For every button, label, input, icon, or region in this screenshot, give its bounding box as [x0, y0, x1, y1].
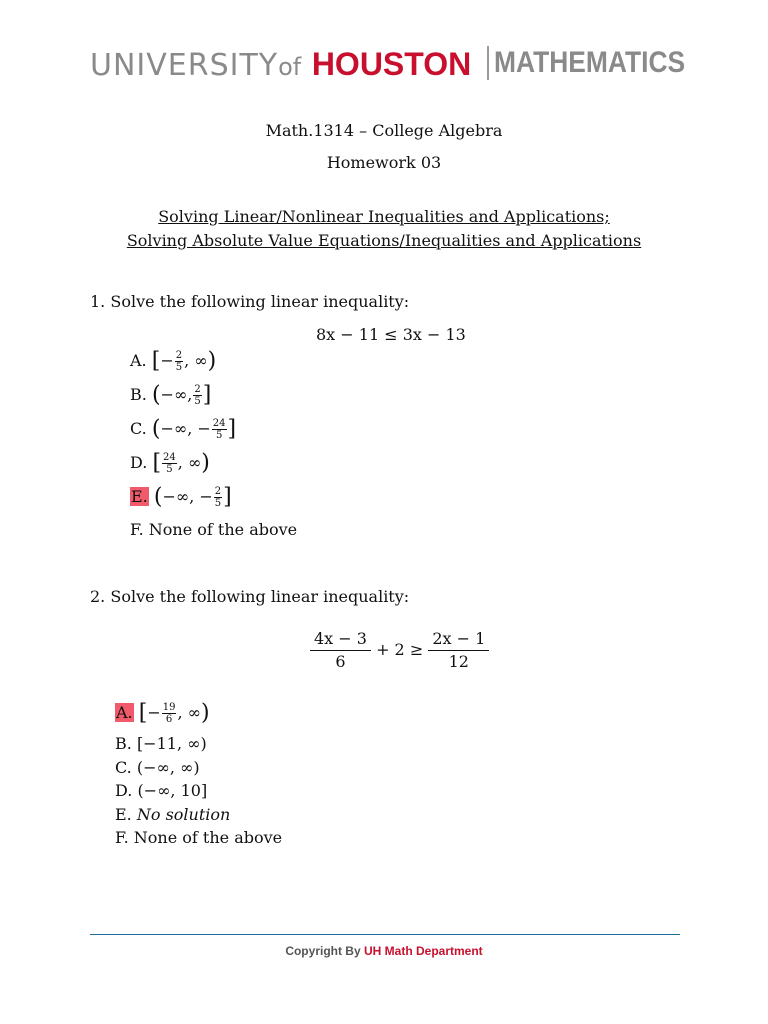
- q1-option-b-label: B.: [130, 385, 147, 404]
- logo-mathematics: MATHEMATICS: [494, 46, 686, 79]
- q1-option-a-label: A.: [130, 351, 147, 370]
- course-title: Math.1314 – College Algebra: [265, 121, 503, 140]
- logo-separator: [487, 46, 489, 80]
- q2-option-f-text: None of the above: [133, 828, 283, 847]
- q1-option-a[interactable]: A. [− $\frac{2}{5}$ , ∞): [130, 348, 217, 374]
- logo-of: of: [278, 53, 302, 81]
- q2-right-num: 2x − 1: [428, 628, 489, 651]
- q2-option-b-text: [−11, ∞): [136, 734, 207, 753]
- topic-line-1: Solving Linear/Nonlinear Inequalities and Applications;: [158, 207, 610, 226]
- topic-line-2: Solving Absolute Value Equations/Inequalities and Applications: [126, 231, 642, 250]
- q2-option-f[interactable]: [115, 828, 282, 847]
- q2-option-c-label: C.: [115, 758, 132, 777]
- homework-title: Homework 03: [326, 153, 442, 172]
- q2-option-d-label: D.: [115, 781, 133, 800]
- q1-option-d-label: D.: [130, 453, 148, 472]
- footer-rule: [90, 934, 680, 935]
- q2-option-a[interactable]: A. [− $\frac{19}{6}$ , ∞): [116, 700, 210, 726]
- q1-option-c[interactable]: C. (−∞, − $\frac{24}{5}$ ]: [130, 416, 237, 442]
- q1-option-e[interactable]: E. (−∞, − $\frac{2}{5}$ ]: [131, 484, 232, 510]
- q1-equation: 8x − 11 ≤ 3x − 13: [316, 325, 466, 344]
- q1-option-f[interactable]: [130, 520, 297, 539]
- q2-left-fraction: [310, 628, 371, 673]
- q1-option-f-label: F.: [130, 520, 144, 539]
- q2-option-e-text: No solution: [136, 805, 231, 824]
- footer-copyright-text: Copyright By: [285, 944, 361, 958]
- q2-option-b[interactable]: [115, 734, 207, 753]
- q2-option-f-label: F.: [115, 828, 129, 847]
- q2-option-e[interactable]: [115, 805, 230, 824]
- q1-option-e-label-highlighted: E.: [131, 487, 148, 506]
- q2-option-c[interactable]: [115, 758, 200, 777]
- logo-university: UNIVERSITY: [90, 48, 279, 83]
- university-header: [0, 44, 768, 84]
- q1-option-b[interactable]: B. (−∞, $\frac{2}{5}$ ]: [130, 382, 212, 408]
- q2-option-a-label-highlighted: A.: [116, 703, 133, 722]
- q2-option-b-label: B.: [115, 734, 132, 753]
- q2-left-den: 6: [335, 652, 346, 671]
- logo-houston: HOUSTON: [311, 46, 472, 82]
- q1-option-f-text: None of the above: [148, 520, 298, 539]
- footer-dept-text: UH Math Department: [364, 944, 483, 958]
- q1-prompt: 1. Solve the following linear inequality:: [90, 292, 410, 311]
- q2-option-c-text: (−∞, ∞): [136, 758, 200, 777]
- q2-left-num: 4x − 3: [310, 628, 371, 651]
- q1-option-d[interactable]: D. [ $\frac{24}{5}$ , ∞): [130, 450, 210, 476]
- q2-eq-mid: + 2 ≥: [376, 640, 424, 659]
- q2-option-e-label: E.: [115, 805, 132, 824]
- q2-right-den: 12: [448, 652, 469, 671]
- q2-equation: [310, 628, 489, 673]
- q2-right-fraction: [428, 628, 489, 673]
- university-logo-text: [90, 46, 471, 83]
- footer-copyright: [0, 944, 768, 958]
- q2-option-d-text: (−∞, 10]: [137, 781, 208, 800]
- q1-option-c-label: C.: [130, 419, 147, 438]
- q2-prompt: 2. Solve the following linear inequality:: [90, 587, 410, 606]
- q2-option-d[interactable]: [115, 781, 207, 800]
